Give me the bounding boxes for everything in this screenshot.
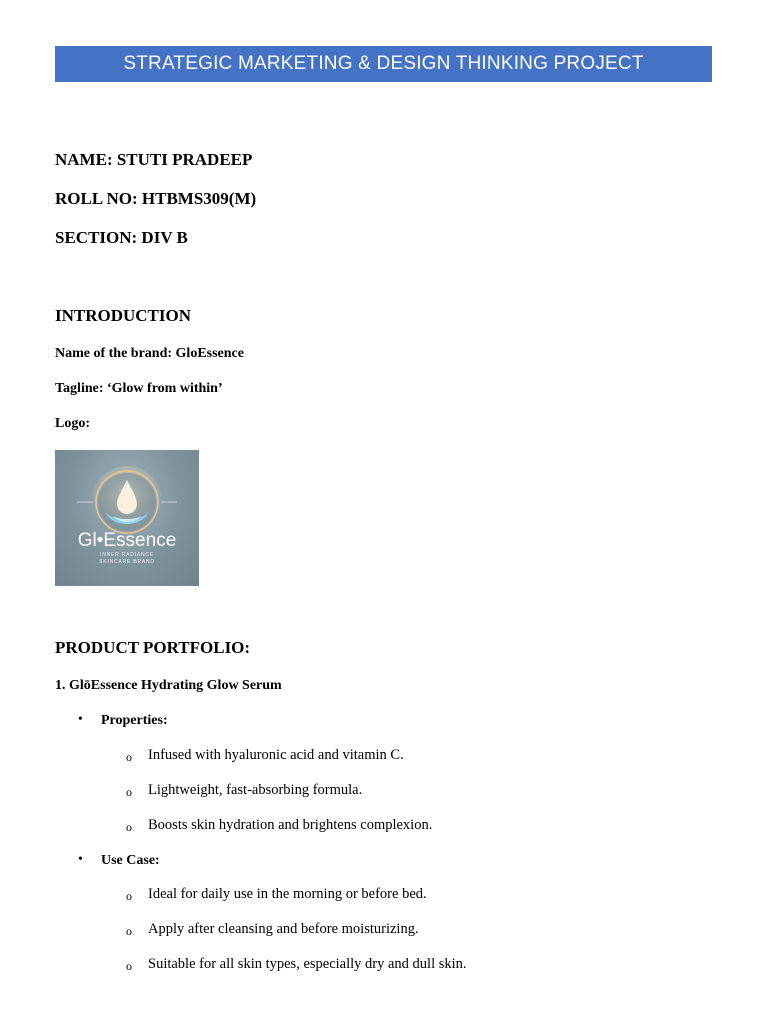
sub-bullet-icon: o (126, 750, 132, 764)
logo-wordmark: Gl•Essence (77, 530, 177, 551)
logo-sub-line-1: INNER RADIANCE (100, 552, 154, 558)
property-item: Infused with hyaluronic acid and vitamin C. (148, 747, 404, 763)
brand-logo-image (55, 450, 199, 586)
sub-bullet-icon: o (126, 959, 132, 973)
sub-bullet-icon: o (126, 785, 132, 799)
brand-name: Name of the brand: GloEssence (55, 346, 244, 361)
logo-label: Logo: (55, 416, 90, 431)
use-case-item: Suitable for all skin types, especially dry and dull skin. (148, 956, 467, 972)
use-case-label: Use Case: (101, 853, 160, 868)
title-banner (55, 46, 712, 82)
introduction-heading: INTRODUCTION (55, 306, 192, 325)
product-1-title: 1. GlōEssence Hydrating Glow Serum (55, 678, 282, 693)
sub-bullet-icon: o (126, 889, 132, 903)
logo-sub-line-2: SKINCARE BRAND (99, 559, 155, 565)
student-name: NAME: STUTI PRADEEP (55, 150, 253, 169)
bullet-icon: • (78, 712, 83, 727)
use-case-item: Ideal for daily use in the morning or before bed. (148, 886, 427, 902)
bullet-icon: • (78, 852, 83, 867)
properties-label: Properties: (101, 713, 168, 728)
banner-title: STRATEGIC MARKETING & DESIGN THINKING PROJECT (123, 53, 644, 74)
roll-number: ROLL NO: HTBMS309(M) (55, 189, 257, 208)
use-case-item: Apply after cleansing and before moisturizing. (148, 921, 419, 937)
section: SECTION: DIV B (55, 228, 188, 247)
property-item: Lightweight, fast-absorbing formula. (148, 782, 363, 798)
property-item: Boosts skin hydration and brightens complexion. (148, 817, 433, 833)
sub-bullet-icon: o (126, 820, 132, 834)
tagline: Tagline: ‘Glow from within’ (55, 381, 223, 396)
portfolio-heading: PRODUCT PORTFOLIO: (55, 638, 251, 657)
sub-bullet-icon: o (126, 924, 132, 938)
